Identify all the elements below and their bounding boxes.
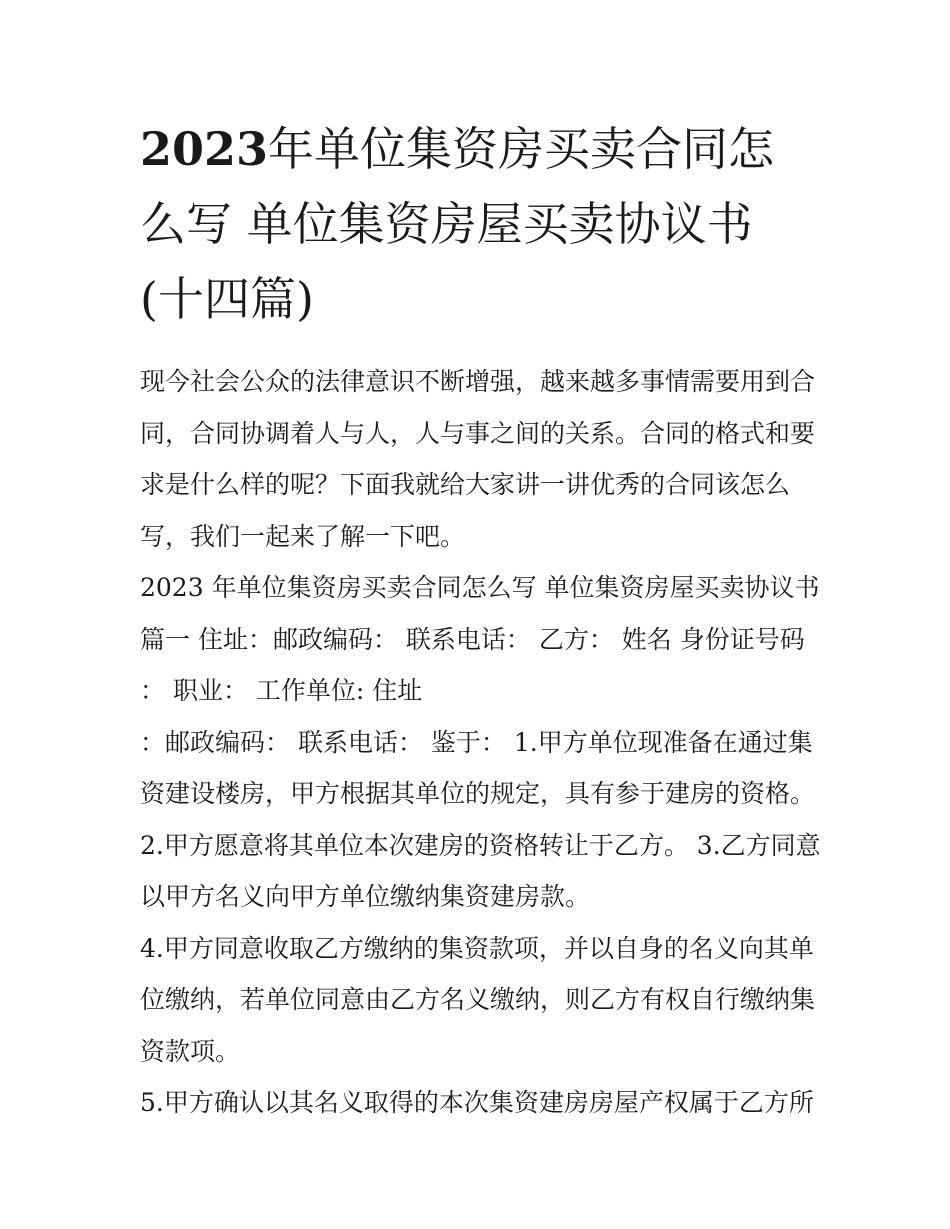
paragraph-clauses-1-3 (140, 717, 820, 923)
text-line: ： 职业： 工作单位: 住址 (140, 676, 423, 705)
document-body (140, 356, 820, 1129)
text-line: 篇一 住址：邮政编码： 联系电话： 乙方： 姓名 身份证号码 (140, 624, 805, 654)
text-line: 以甲方名义向甲方单位缴纳集资建房款。 (140, 882, 591, 911)
paragraph-intro (140, 356, 820, 562)
paragraph-section-one (140, 562, 820, 717)
title-line-2: 么写 单位集资房屋买卖协议书 (140, 197, 753, 251)
title-line-1 (140, 112, 820, 187)
text-line: 2023 年单位集资房买卖合同怎么写 单位集资房屋买卖协议书 (140, 573, 820, 602)
text-line: 同，合同协调着人与人，人与事之间的关系。合同的格式和要 (140, 418, 816, 448)
title-line-3: (十四篇) (140, 272, 314, 326)
document-title (140, 112, 820, 337)
text-line: ：邮政编码： 联系电话： 鉴于： 1.甲方单位现准备在通过集 (140, 727, 813, 757)
text-line: 2.甲方愿意将其单位本次建房的资格转让于乙方。 3.乙方同意 (140, 830, 821, 860)
paragraph-clause-4 (140, 923, 820, 1078)
text-line: 现今社会公众的法律意识不断增强，越来越多事情需要用到合 (140, 367, 816, 396)
text-line: 位缴纳，若单位同意由乙方名义缴纳，则乙方有权自行缴纳集 (140, 985, 816, 1014)
text-line: 5.甲方确认以其名义取得的本次集资建房房屋产权属于乙方所 (140, 1088, 814, 1117)
title-year: 2023 (140, 122, 269, 176)
paragraph-clause-5 (140, 1077, 820, 1129)
text-line: 资款项。 (140, 1036, 241, 1066)
text-line: 4.甲方同意收取乙方缴纳的集资款项，并以自身的名义向其单 (140, 933, 814, 963)
title-line-1-text: 年单位集资房买卖合同怎 (268, 122, 775, 176)
text-line: 求是什么样的呢？下面我就给大家讲一讲优秀的合同该怎么 (140, 470, 791, 499)
text-line: 资建设楼房，甲方根据其单位的规定，具有参于建房的资格。 (140, 779, 816, 808)
text-line: 写，我们一起来了解一下吧。 (140, 521, 466, 551)
